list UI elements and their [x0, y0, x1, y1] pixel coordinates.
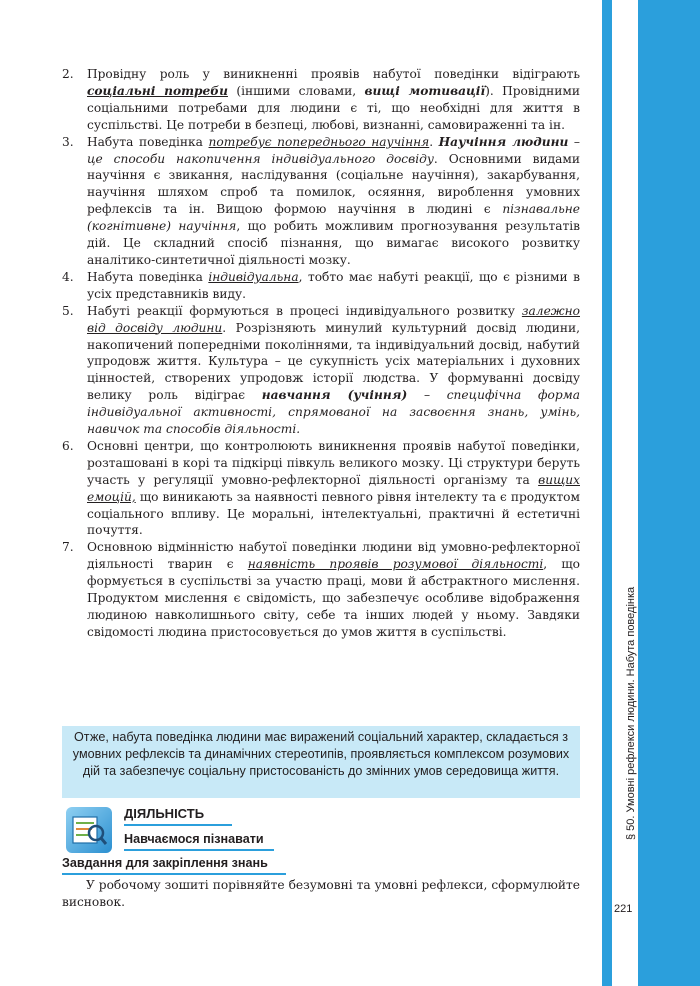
- text-run: навчання (учіння): [261, 388, 408, 403]
- list-number: 6.: [62, 438, 74, 453]
- text-run: пізнавальне (когнітивне) научіння: [87, 202, 580, 234]
- numbered-list: [62, 66, 580, 641]
- text-run: . Розрізняють минулий культурний досвід людини, накопичений попередніми поколіннями, та індивідуальний досвід, набутий упродовж життя. Культура – це сукупність усіх матеріальних і духовних цінностей, створених упродовж історії людства. У формуванні досвіду велику роль відіграє: [87, 320, 581, 403]
- task-underline: [62, 873, 286, 875]
- page-number: 221: [614, 903, 633, 915]
- text-run: Провідну роль у виникненні проявів набутої поведінки відіграють: [87, 67, 580, 81]
- text-run: індивідуальна: [208, 269, 299, 284]
- map-magnifier-icon: [66, 807, 112, 853]
- text-run: .: [429, 134, 439, 149]
- list-number: 5.: [62, 303, 74, 318]
- list-number: 2.: [62, 67, 74, 81]
- text-run: , що робить можливим прогнозування результатів дій. Це складний спосіб пізнання, що вимагає високого розвитку аналітико-синтетичної діяльності мозку.: [87, 219, 580, 267]
- text-run: вищих емоцій,: [87, 472, 580, 504]
- list-item: [62, 303, 580, 438]
- summary-box: Отже, набута поведінка людини має виражений соціальний характер, складається з умовних рефлексів та динамічних стереотипів, проявляється комплексом розумових дій та забезпечує соціальну пристосованість до змінних умов середовища життя.: [62, 726, 580, 798]
- text-run: Набута поведінка: [87, 269, 209, 284]
- list-item: [62, 66, 580, 134]
- text-run: наявність проявів розумової діяльності: [247, 557, 544, 572]
- activity-title: ДІЯЛЬНІСТЬ: [124, 806, 205, 821]
- side-band-outer: [638, 0, 700, 986]
- list-number: 4.: [62, 269, 74, 284]
- text-run: ). Провідними соціальними потребами для людини є ті, що необхідні для життя в суспільстві. Це потреби в безпеці, любові, визнанні, самовираженні та ін.: [87, 83, 580, 132]
- text-run: вищі мотивації: [364, 83, 486, 98]
- text-run: потребує попереднього научіння: [208, 134, 430, 149]
- text-run: що виникають за наявності певного рівня інтелекту та є продуктом соціального впливу. Це моральні, інтелектуальні, практичні й естетичні почуття.: [87, 489, 580, 538]
- text-run: соціальні потреби: [87, 83, 228, 98]
- text-run: Основною відмінністю набутої поведінки людини від умовно-рефлекторної діяльності тварин є: [87, 540, 580, 572]
- list-item: [62, 269, 580, 303]
- main-text: [62, 66, 580, 641]
- text-run: (іншими словами,: [227, 83, 365, 98]
- task-text: У робочому зошиті порівняйте безумовні та умовні рефлекси, сформулюйте висновок.: [62, 878, 580, 909]
- text-run: залежно від досвіду людини: [87, 303, 580, 335]
- list-number: 3.: [62, 134, 74, 149]
- text-run: . Основними видами научіння є звикання, наслідування (соціальне научіння), закарбування, научіння шляхом спроб та помилок, осяяння, вироблення умовних рефлексів та ін. Вищою формою научіння в людині є: [87, 151, 581, 217]
- running-head: § 50. Умовні рефлекси людини. Набута поведінка: [625, 586, 637, 840]
- list-item: [62, 438, 580, 539]
- list-item: [62, 539, 580, 640]
- title-underline: [124, 824, 232, 826]
- activity-subtitle: Навчаємося пізнавати: [124, 832, 264, 846]
- text-run: –: [568, 134, 581, 149]
- text-run: , тобто має набуті реакції, що є різними в усіх представників виду.: [87, 269, 580, 301]
- text-run: –: [407, 388, 447, 403]
- text-run: Научіння людини: [438, 134, 569, 149]
- list-number: 7.: [62, 540, 74, 555]
- text-run: Основні центри, що контролюють виникнення проявів набутої поведінки, розташовані в корі та підкірці півкуль великого мозку. Ці структури беруть участь у регуляції умовно-рефлекторної діяльності організму та: [87, 438, 580, 487]
- text-run: специфічна форма індивідуальної активності, спрямованої на засвоєння знань, умінь, навичок та способів діяльності.: [87, 388, 580, 437]
- text-run: це способи накопичення індивідуального досвіду: [87, 151, 434, 166]
- side-band: [602, 0, 612, 986]
- list-item: [62, 134, 580, 269]
- text-run: , що формується в суспільстві за участю праці, мови й абстрактного мислення. Продуктом мислення є свідомість, що забезпечує особливе відображення людиною навколишнього світу, себе та інших людей у ньому. Завдяки свідомості людина пристосовується до умов життя в суспільстві.: [87, 557, 581, 639]
- text-run: Набута поведінка: [87, 134, 209, 149]
- task-heading: Завдання для закріплення знань: [62, 856, 268, 870]
- subtitle-underline: [124, 849, 274, 851]
- text-run: Набуті реакції формуються в процесі індивідуального розвитку: [87, 303, 522, 318]
